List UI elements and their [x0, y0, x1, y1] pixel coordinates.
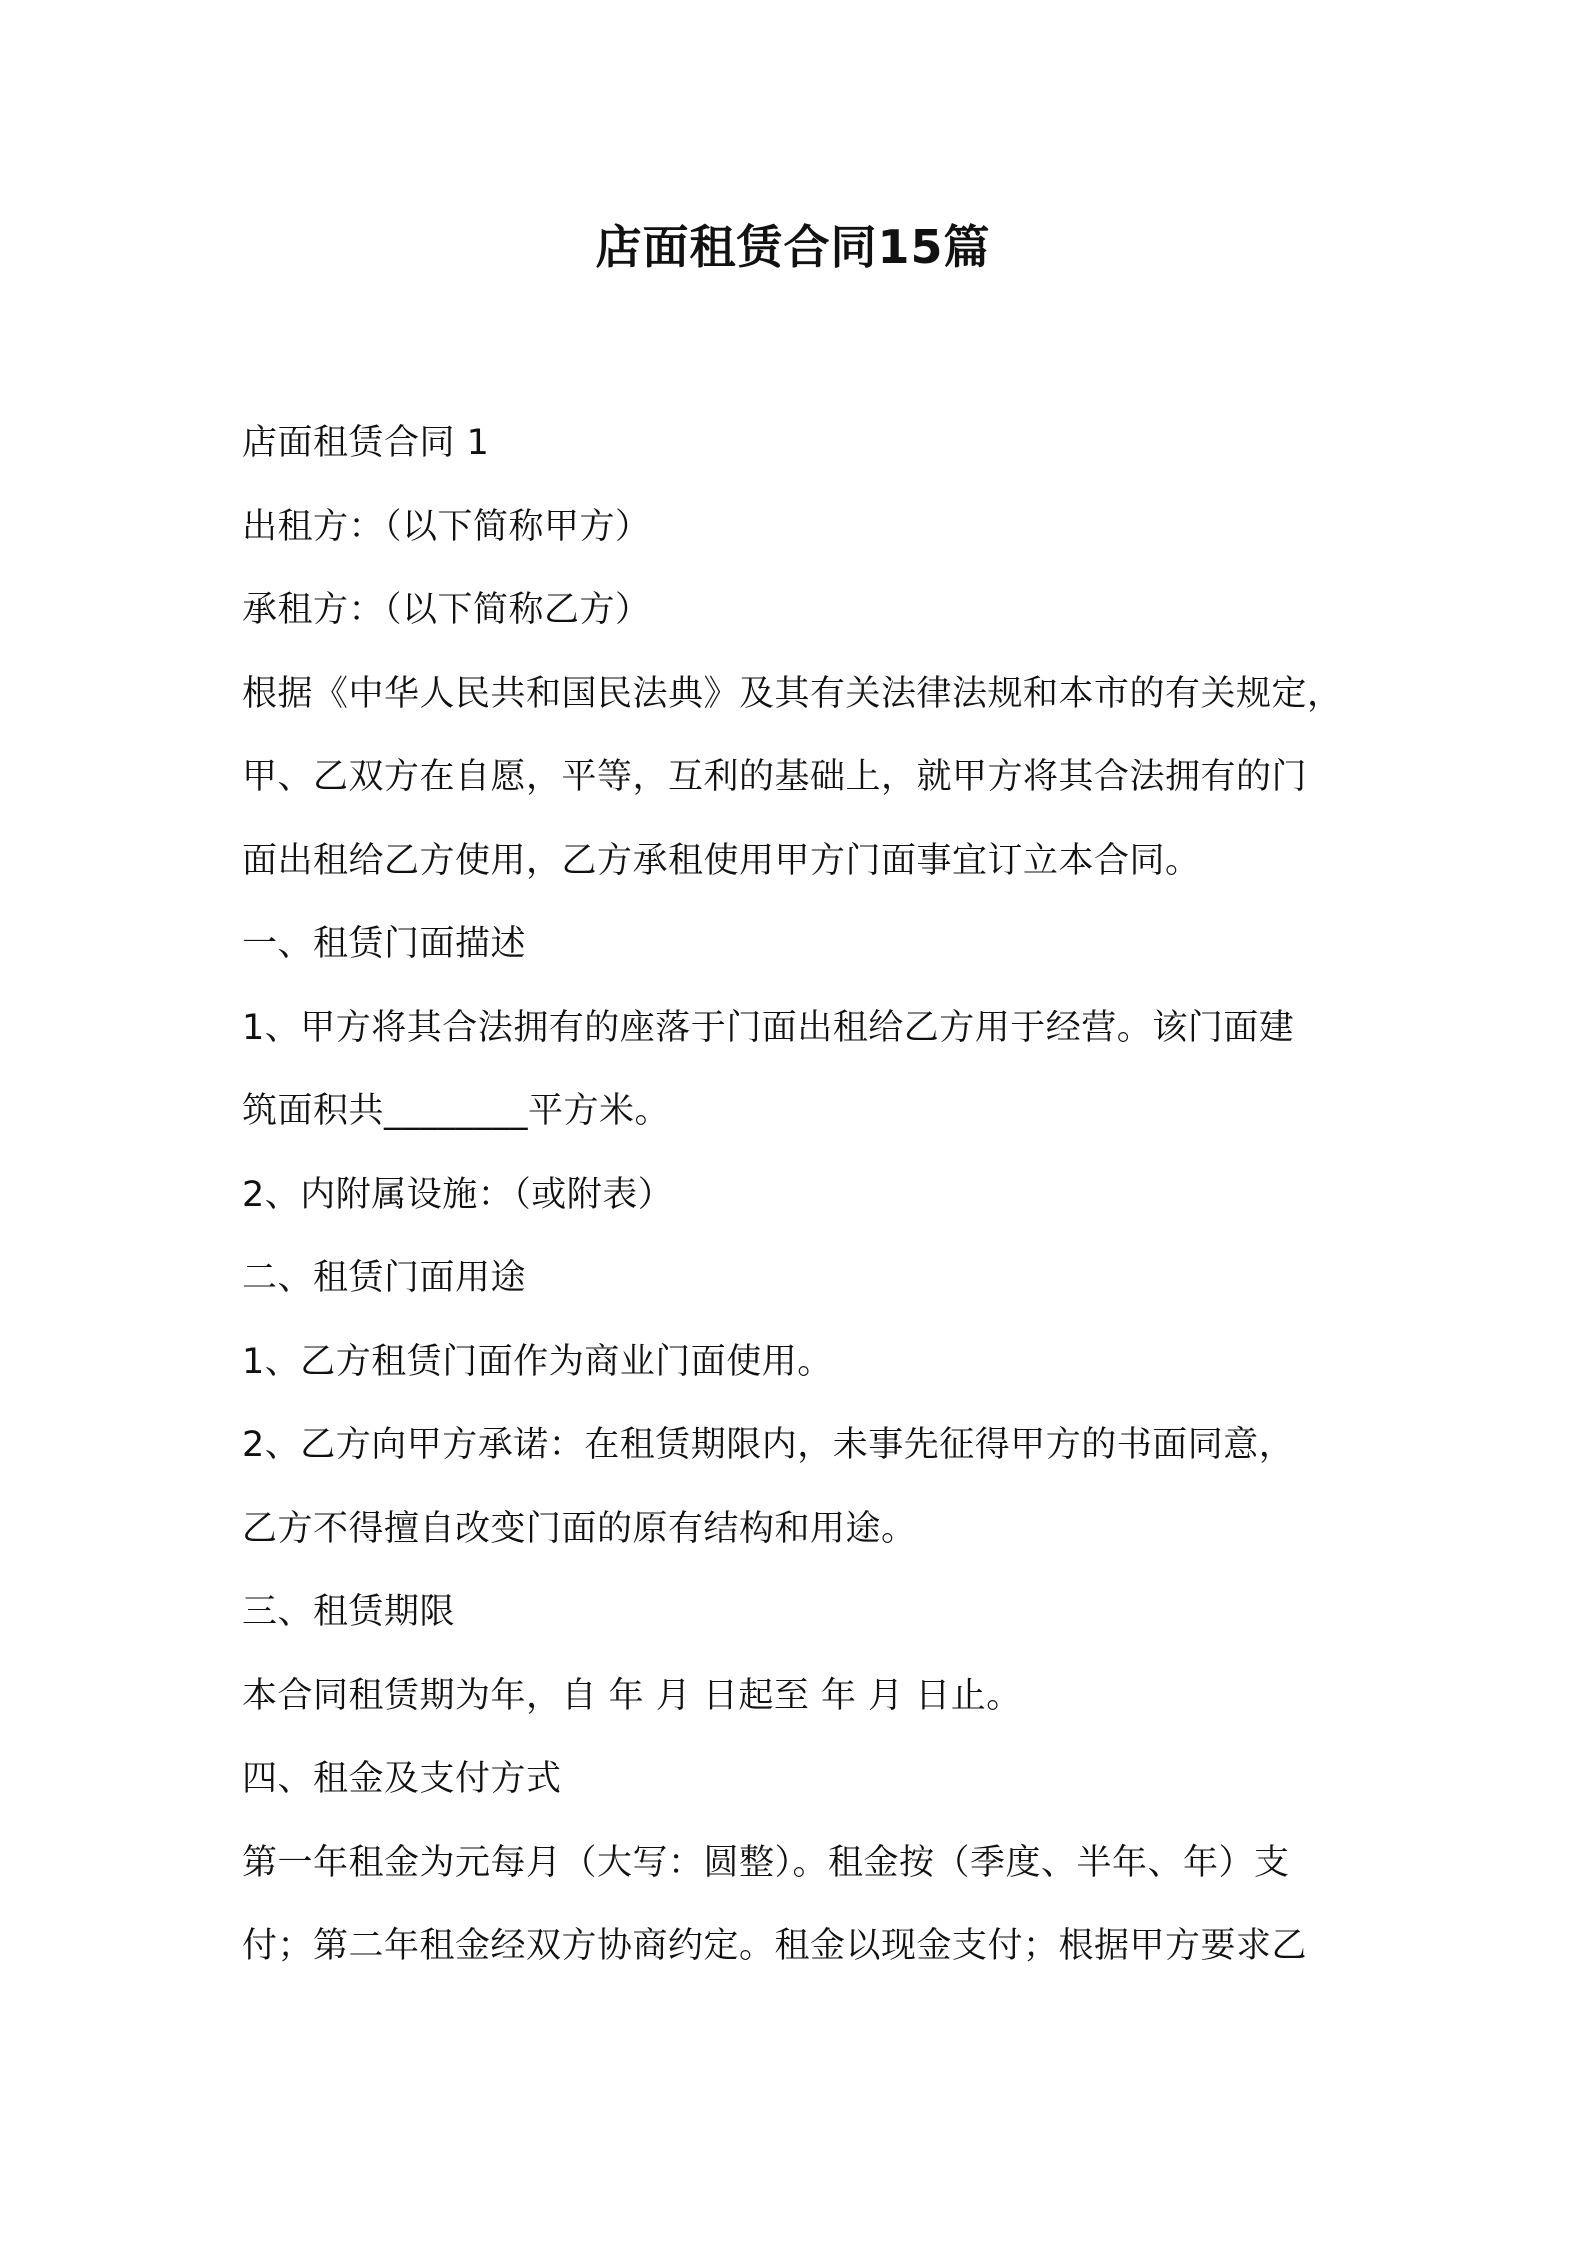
paragraph-line: 根据《中华人民共和国民法典》及其有关法律法规和本市的有关规定， [242, 673, 1343, 714]
paragraph-line: 本合同租赁期为年，自 年 月 日起至 年 月 日止。 [242, 1675, 1022, 1716]
paragraph-line: 乙方不得擅自改变门面的原有结构和用途。 [242, 1508, 917, 1549]
paragraph-line: 1、甲方将其合法拥有的座落于门面出租给乙方用于经营。该门面建 [242, 1007, 1295, 1048]
lessee-line: 承租方：（以下简称乙方） [242, 590, 651, 630]
document-title: 店面租赁合同15篇 [595, 220, 991, 274]
paragraph-line: 1、乙方租赁门面作为商业门面使用。 [242, 1341, 833, 1382]
clause-heading: 三、租赁期限 [242, 1592, 456, 1632]
paragraph-line: 第一年租金为元每月（大写：圆整）。租金按（季度、半年、年）支 [242, 1842, 1290, 1883]
paragraph-line: 面出租给乙方使用，乙方承租使用甲方门面事宜订立本合同。 [242, 840, 1201, 881]
paragraph-line: 2、内附属设施：（或附表） [242, 1174, 674, 1215]
lessor-line: 出租方：（以下简称甲方） [242, 506, 651, 547]
document-body [242, 402, 1352, 1989]
section-heading: 店面租赁合同 1 [242, 423, 490, 463]
clause-heading: 四、租金及支付方式 [242, 1759, 562, 1799]
paragraph-line: 甲、乙双方在自愿，平等，互利的基础上，就甲方将其合法拥有的门 [242, 757, 1308, 797]
clause-heading: 二、租赁门面用途 [242, 1258, 527, 1298]
paragraph-line: 筑面积共________平方米。 [242, 1091, 671, 1131]
paragraph-line: 2、乙方向甲方承诺：在租赁期限内，未事先征得甲方的书面同意， [242, 1425, 1295, 1465]
clause-heading: 一、租赁门面描述 [242, 924, 527, 964]
paragraph-line: 付；第二年租金经双方协商约定。租金以现金支付；根据甲方要求乙 [242, 1926, 1308, 1966]
